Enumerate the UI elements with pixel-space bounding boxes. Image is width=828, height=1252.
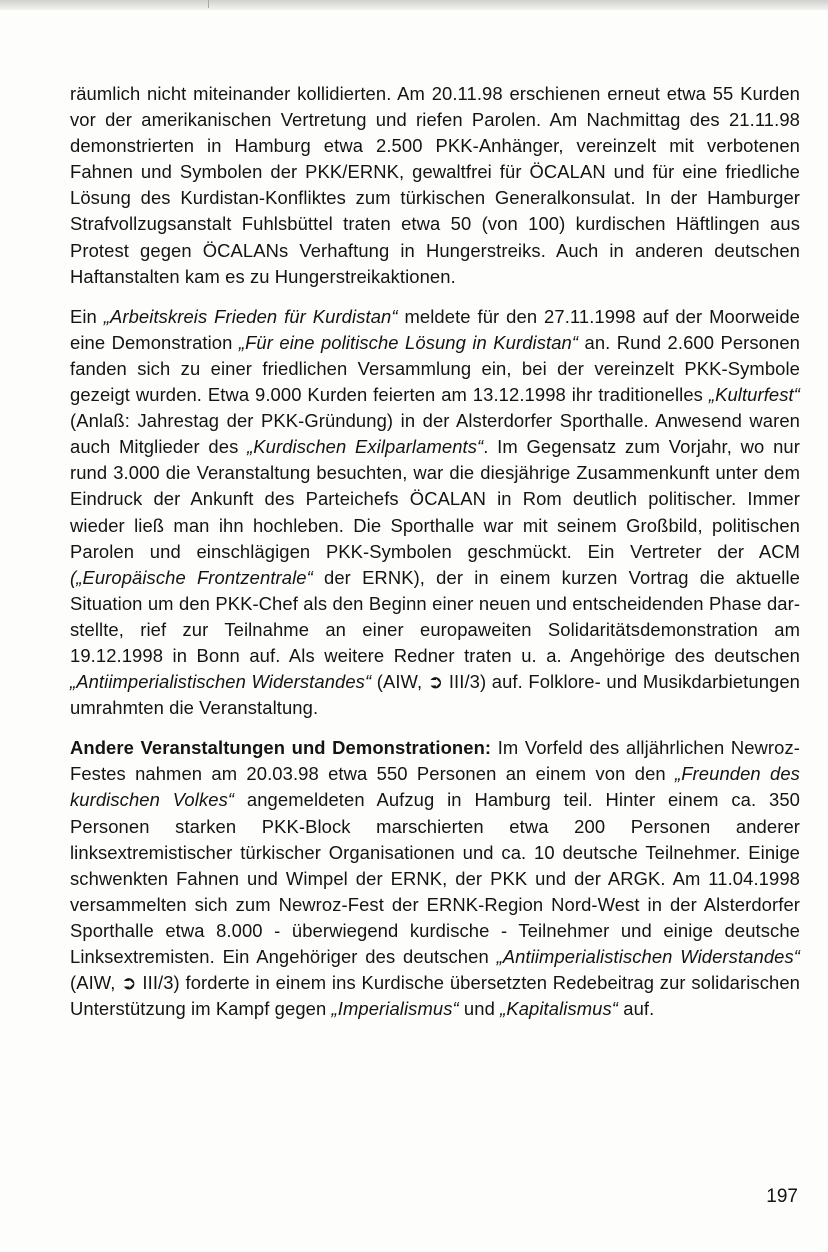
text-run-normal: räumlich nicht miteinander kollidierten. Am 20.11.98 erschienen erneut etwa 55 Kurden vor der amerikanischen Vertretung und riefen Parolen. Am Nachmittag des 21.11.98 demonstrierten in Hamburg etwa 2.500 PKK-Anhänger, vereinzelt mit verbotenen Fahnen und Symbolen der PKK/ERNK, gewaltfrei für ÖCALAN und für eine friedliche Lösung des Kurdistan-Konfliktes zum türkischen Generalkonsulat. In der Hamburger Strafvollzugsanstalt Fuhlsbüttel traten etwa 50 (von 100) kurdischen Häftlingen aus Protest gegen ÖCALANs Verhaftung in Hungerstreiks. Auch in anderen deutschen Haftanstalten kam es zu Hungerstreikaktionen. [70,83,800,287]
text-run-italic: „Kapitalismus“ [500,998,619,1020]
text-run-italic: „Für eine politische Lösung in Kurdistan“ [238,331,579,353]
text-run-normal: Im Vorfeld des alljährlichen Newroz-Festes nahmen am 20.03.98 etwa 550 Personen an einem von den [70,737,800,785]
text-run-italic: („Europäische Frontzentrale“ [70,566,313,588]
text-run-normal: an. Rund 2.600 Personen fanden sich zu einer friedlichen Versammlung ein, bei der vereinzelt PKK-Symbole gezeigt wurden. Etwa 9.000 Kurden feierten am 13.12.1998 ihr traditionelles [70,331,800,406]
paragraph-other-events [70,735,800,1022]
text-run-italic: „Kurdischen Exilparlaments“ [247,436,484,458]
text-run-italic: „Antiimperialistischen Widerstandes“ [496,946,800,967]
text-run-italic: „Arbeitskreis Frieden für Kurdistan“ [103,305,398,327]
text-run-bold: Andere Veranstaltungen und Demonstrationen: [70,737,492,759]
text-run-normal: angemeldeten Aufzug in Hamburg teil. Hinter einem ca. 350 Personen starken PKK-Block marschierten etwa 200 Personen anderer linksextremistischer türkischer Organisationen und ca. 10 deutsche Teilnehmer. Einige schwenkten Fahnen und Wimpel der ERNK, der PKK und der ARGK. Am 11.04.1998 versammelten sich zum Newroz-Fest der ERNK-Region Nord-West in der Alsterdorfer Sporthalle etwa 8.000 - überwiegend kurdische - Teilnehmer und einige deutsche Linksextremisten. Ein Angehöriger des deutschen [70,789,800,967]
text-run-normal: . Im Gegensatz zum Vorjahr, wo nur rund 3.000 die Veranstaltung besuchten, war die diesjährige Zusammenkunft unter dem Eindruck der Ankunft des Parteichefs ÖCALAN in Rom deutlich politischer. Immer wieder ließ man ihn hochleben. Die Sporthalle war mit seinem Großbild, politischen Parolen und einschlägigen PKK-Symbolen geschmückt. Ein Vertreter der ACM [70,436,800,562]
text-run-normal: der ERNK), der in einem kurzen Vortrag die aktuelle Situation um den PKK-Chef als den Beginn einer neuen und entscheidenden Phase darstellte, rief zur Teilnahme an einer europaweiten Solidaritätsdemonstration am 19.12.1998 in Bonn auf. Als weitere Redner traten u. a. Angehörige des deutschen [70,566,801,666]
paragraph-protest-report [70,81,800,290]
page-top-edge [0,0,828,10]
text-run-normal: meldete für den 27.11.1998 auf der Moorweide eine Demonstration [70,305,800,353]
text-run-italic: „Imperialismus“ [331,998,459,1020]
text-run-italic: „Antiimperialistischen Widerstandes“ [70,671,372,693]
text-run-italic: „Kulturfest“ [708,384,800,406]
text-run-normal: (Anlaß: Jahrestag der PKK-Gründung) in der Alsterdorfer Sporthalle. Anwesend waren auch Mitglieder des [70,410,800,458]
page-top-mark [208,0,209,8]
page-number: 197 [766,1186,798,1207]
text-run-normal: (AIW, ➲ III/3) auf. Folklore- und Musikdarbietungen umrahmten die Veranstaltung. [70,671,801,719]
text-run-normal: Ein [70,305,104,327]
text-run-normal: auf. [618,998,655,1020]
text-run-italic: „Freunden des kurdischen Volkes“ [70,763,800,811]
paragraph-kurdistan-demonstration [70,304,800,722]
page-body [70,81,800,1022]
text-run-normal: und [458,998,501,1020]
text-run-normal: (AIW, ➲ III/3) forderte in einem ins Kurdische übersetzten Redebeitrag zur solidarischen Unterstützung im Kampf gegen [70,972,800,1020]
